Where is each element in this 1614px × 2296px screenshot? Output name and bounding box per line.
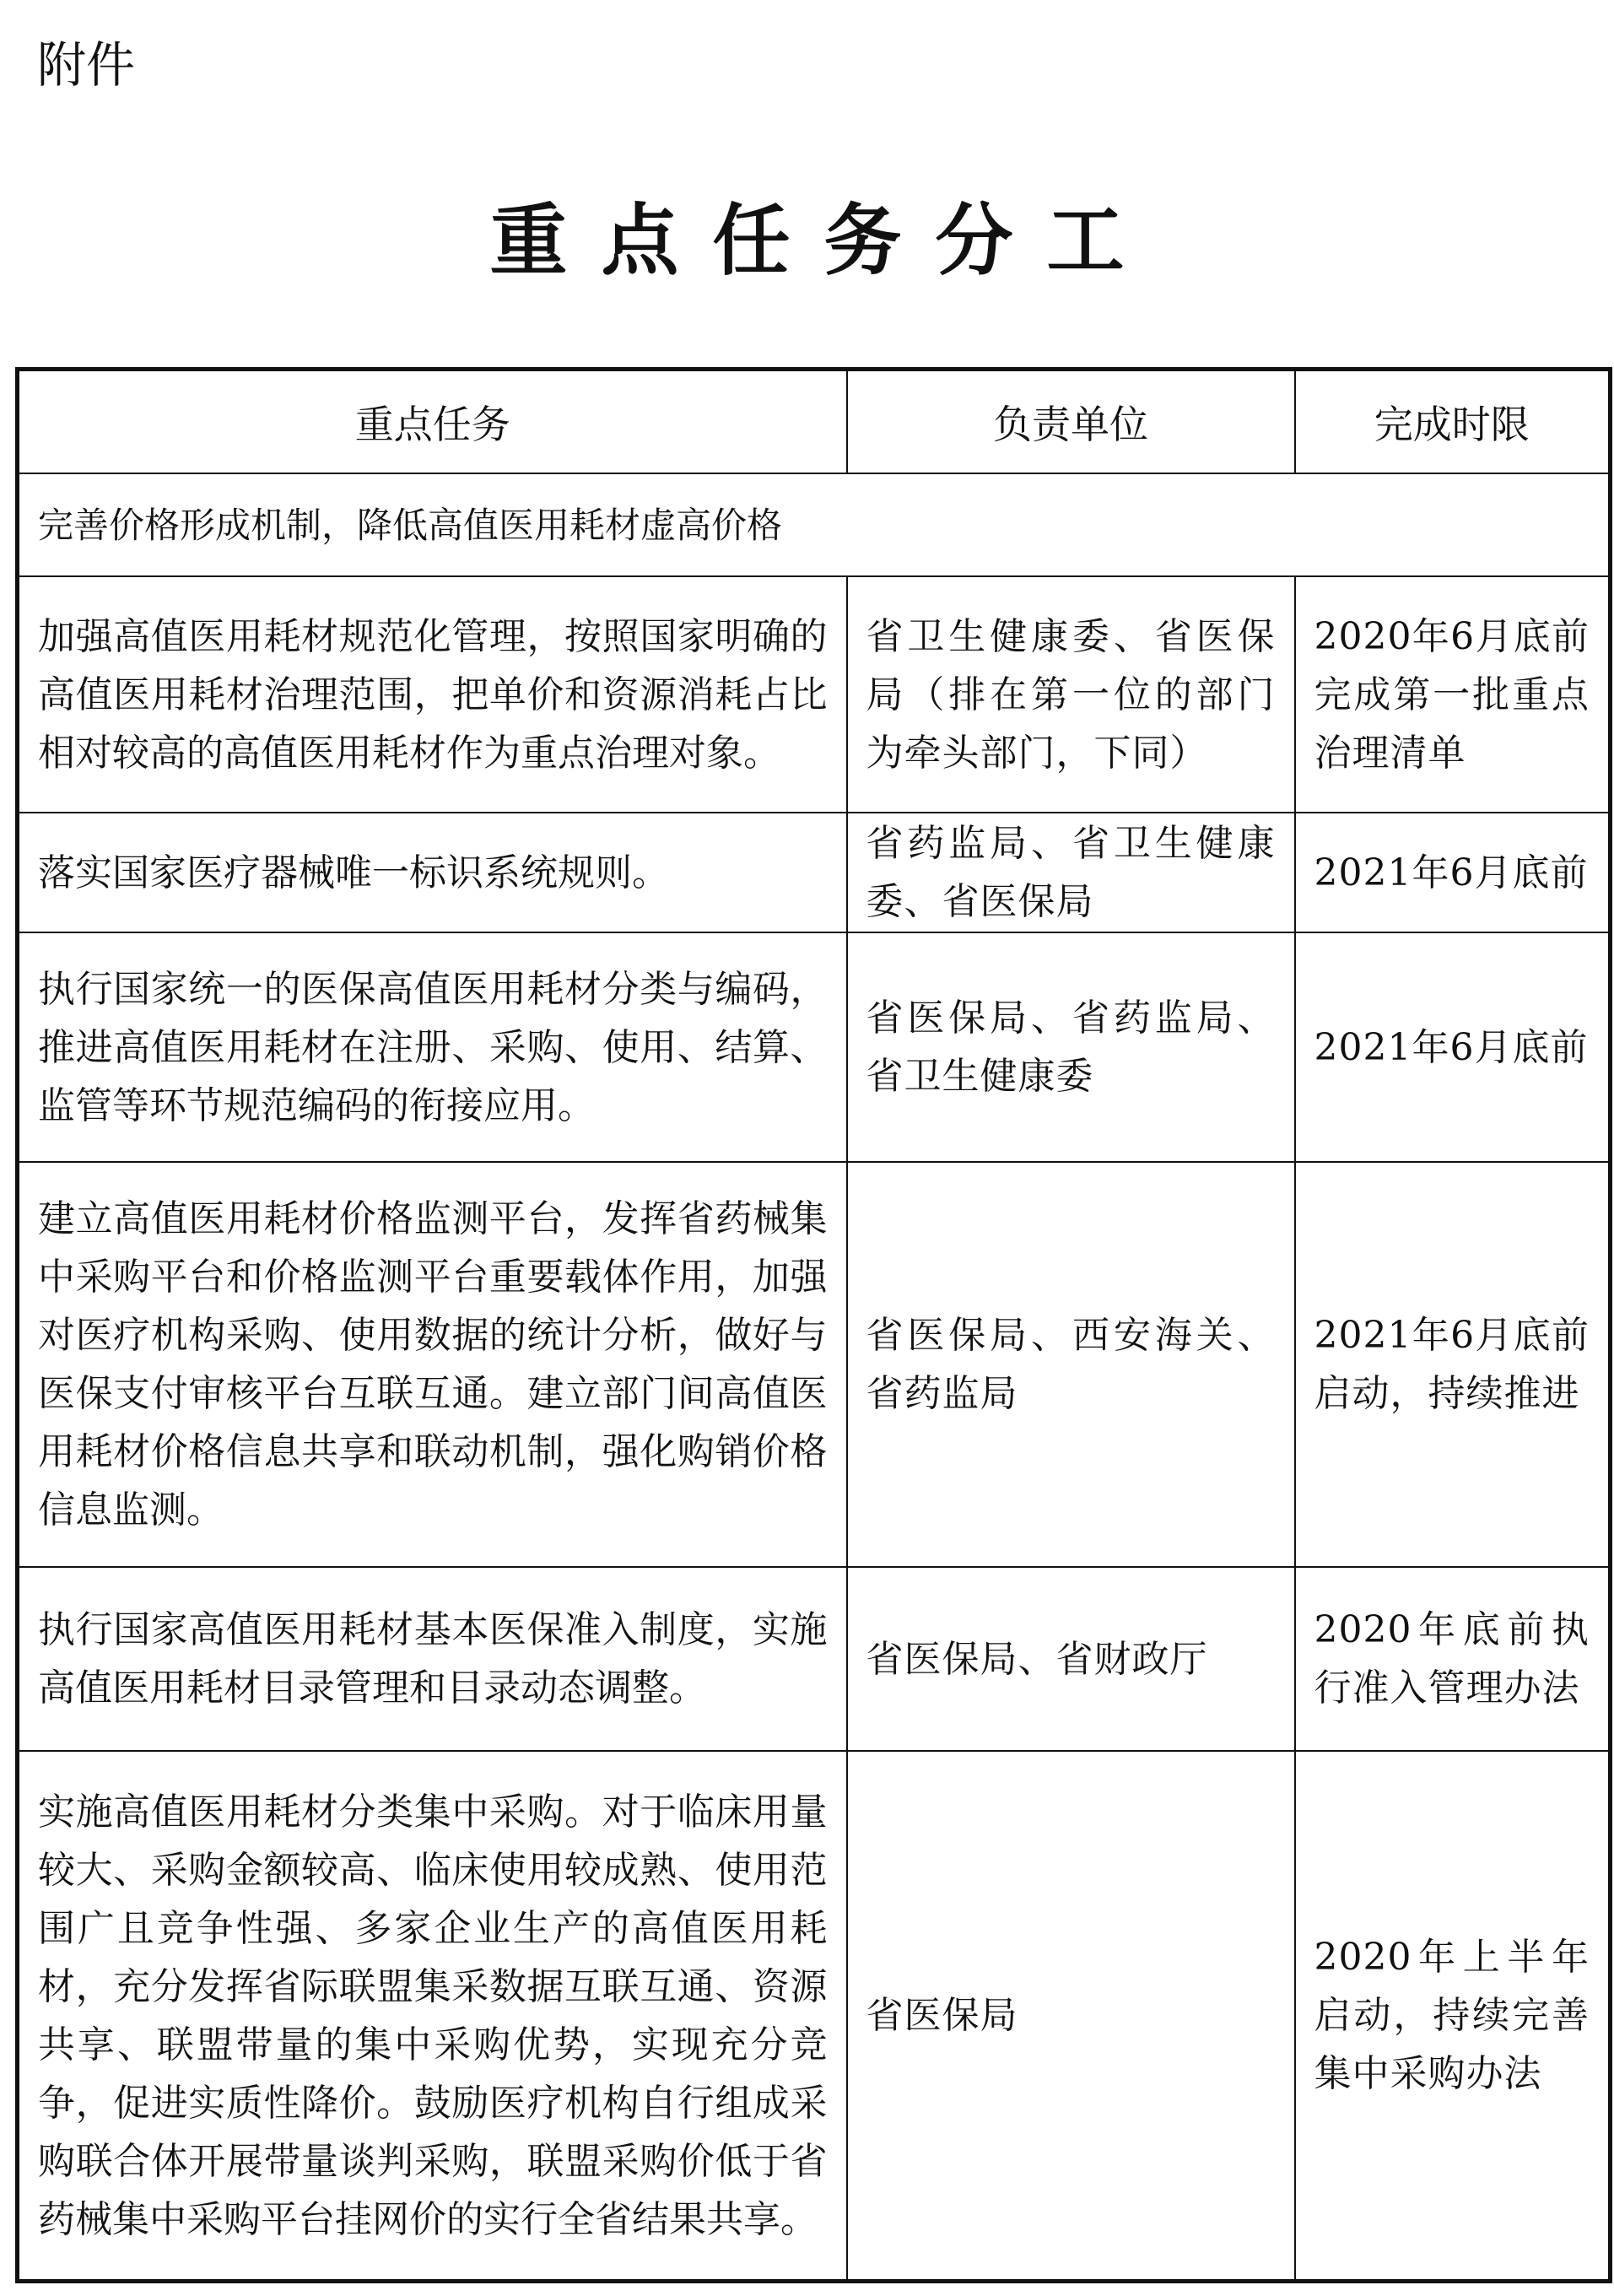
- header-row: [18, 370, 1611, 474]
- section-heading: 完善价格形成机制，降低高值医用耗材虚高价格: [18, 473, 1611, 576]
- unit-cell: 省医保局、西安海关、省药监局: [847, 1162, 1295, 1567]
- table-row: [18, 813, 1611, 932]
- table-row: [18, 1751, 1611, 2282]
- task-cell: 加强高值医用耗材规范化管理，按照国家明确的高值医用耗材治理范围，把单价和资源消耗占比相对较高的高值医用耗材作为重点治理对象。: [18, 576, 847, 813]
- unit-cell: 省卫生健康委、省医保局（排在第一位的部门为牵头部门，下同）: [847, 576, 1295, 813]
- attachment-label: 附件: [37, 36, 136, 94]
- task-cell: 执行国家统一的医保高值医用耗材分类与编码，推进高值医用耗材在注册、采购、使用、结算、监管等环节规范编码的衔接应用。: [18, 932, 847, 1162]
- deadline-cell: 2021年6月底前: [1295, 932, 1611, 1162]
- deadline-cell: 2020年6月底前完成第一批重点治理清单: [1295, 576, 1611, 813]
- table-row: [18, 576, 1611, 813]
- header-task: 重点任务: [18, 370, 847, 474]
- page-title: 重点任务分工: [489, 196, 1158, 286]
- table-row: [18, 1162, 1611, 1567]
- section-row: [18, 473, 1611, 576]
- task-cell: 执行国家高值医用耗材基本医保准入制度，实施高值医用耗材目录管理和目录动态调整。: [18, 1567, 847, 1751]
- table-row: [18, 932, 1611, 1162]
- deadline-cell: 2020年上半年启动，持续完善集中采购办法: [1295, 1751, 1611, 2282]
- deadline-cell: 2020年底前执行准入管理办法: [1295, 1567, 1611, 1751]
- task-table: [15, 367, 1612, 2283]
- unit-cell: 省医保局、省药监局、省卫生健康委: [847, 932, 1295, 1162]
- header-deadline: 完成时限: [1295, 370, 1611, 474]
- task-cell: 落实国家医疗器械唯一标识系统规则。: [18, 813, 847, 932]
- unit-cell: 省医保局、省财政厅: [847, 1567, 1295, 1751]
- unit-cell: 省药监局、省卫生健康委、省医保局: [847, 813, 1295, 932]
- task-cell: 实施高值医用耗材分类集中采购。对于临床用量较大、采购金额较高、临床使用较成熟、使用范围广且竞争性强、多家企业生产的高值医用耗材，充分发挥省际联盟集采数据互联互通、资源共享、联盟带量的集中采购优势，实现充分竞争，促进实质性降价。鼓励医疗机构自行组成采购联合体开展带量谈判采购，联盟采购价低于省药械集中采购平台挂网价的实行全省结果共享。: [18, 1751, 847, 2282]
- table-row: [18, 1567, 1611, 1751]
- unit-cell: 省医保局: [847, 1751, 1295, 2282]
- deadline-cell: 2021年6月底前启动，持续推进: [1295, 1162, 1611, 1567]
- task-cell: 建立高值医用耗材价格监测平台，发挥省药械集中采购平台和价格监测平台重要载体作用，加强对医疗机构采购、使用数据的统计分析，做好与医保支付审核平台互联互通。建立部门间高值医用耗材价格信息共享和联动机制，强化购销价格信息监测。: [18, 1162, 847, 1567]
- header-unit: 负责单位: [847, 370, 1295, 474]
- deadline-cell: 2021年6月底前: [1295, 813, 1611, 932]
